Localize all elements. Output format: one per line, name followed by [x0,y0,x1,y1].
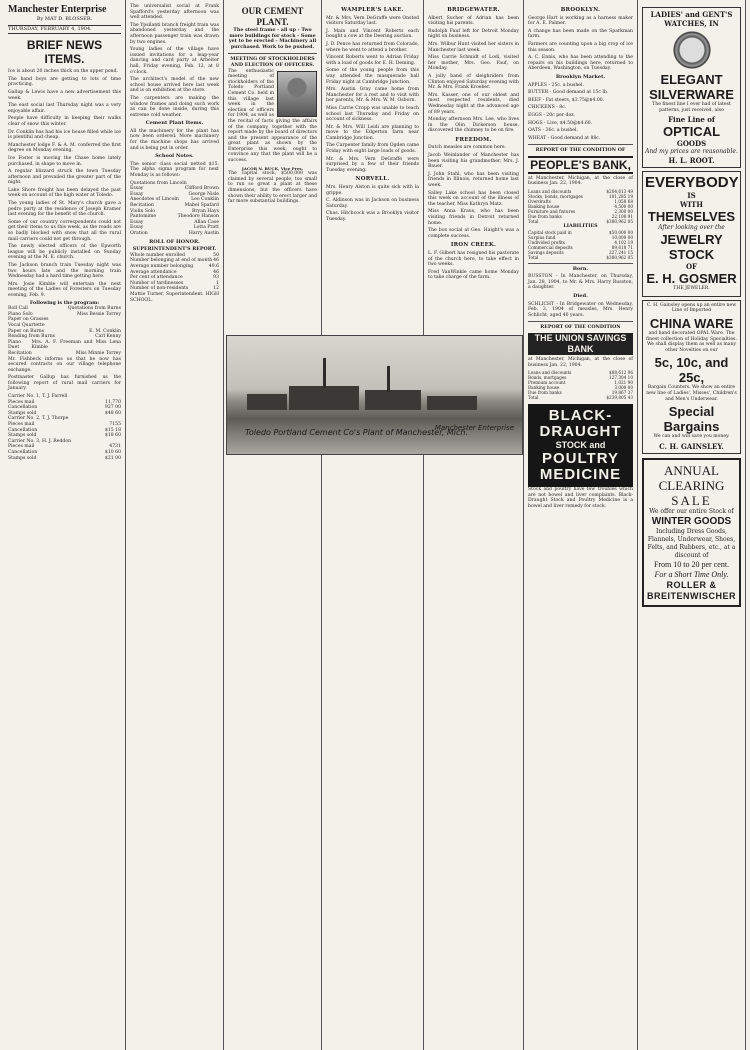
news-item: Postmaster Gallup has furnished us the following report of rural mail carriers for January. [8,375,121,392]
program-list [8,306,121,356]
fine-line-label: Fine Line of [668,115,715,125]
news-item: Lake Shore freight has been delayed the past week on account of the high water at Toledo. [8,187,121,199]
school-program-row-value: Mabel Spafard [184,203,219,208]
carrier-row-label: Cancellation [8,405,38,411]
program-row-value: Miss Minnie Torrey [75,350,121,356]
union-row-label: Premium account [528,380,566,386]
bank-row-value: 2,300 00 [614,209,633,215]
iron-creek-list [428,251,519,281]
school-program-row-label: Oration [130,230,148,236]
carrier-row-label: Carrier No. 3, H. J. Reddon [8,438,72,444]
union-row-value: 127,304 10 [609,375,633,381]
gosmer-name: E. H. GOSMER [646,271,737,287]
carrier-row-value: $10 60 [104,450,121,455]
clearing-line-5: Including Dress Goods, Flannels, Underwear, Shoes, Felts, and Rubbers, etc., at a discount of [647,527,736,559]
union-report-label: REPORT OF THE CONDITION [540,324,621,331]
union-row-value: 3,000 00 [614,385,633,391]
news-item: Ice is about 20 inches thick on the upper pond. [8,69,118,75]
iron-creek-heading: IRON CREEK. [450,242,497,249]
cement-items-text: All the machinery for the plant has now been ordered. More machinery for the machine shops has arrived and is being put in order. [130,128,219,151]
liability-row-value: $50,000 00 [609,229,633,235]
news-item: The band boys are getting to lots of time practicing. [8,76,121,88]
school-program-row-label: Anecdotes of Lincoln [130,197,179,203]
gainsley-text: and hand decorated OPAL Ware. The finest collection of Holiday Specialties. We shall display them as well as many other Novelties on our [646,330,737,353]
news-item: L. F. Gilbert has resigned his pastorate of the church here, to take effect in two weeks. [428,250,519,268]
carrier-row-label: Pieces mail [8,422,35,428]
clearing-line-7: For a Short Time Only. [654,569,729,579]
silverware-line: SILVERWARE [649,87,734,102]
carrier-row-label: Pieces mail [8,444,35,450]
program-row-label: Recitation [8,350,32,356]
liability-row-value: 10,000 00 [611,234,633,240]
norvell-list [326,185,419,223]
clearing-line-2: SALE [671,492,712,508]
liability-row [528,255,633,260]
news-item: The Ypsilanti branch freight train was abandoned yesterday and the afternoon passenger train was drawn by two engines. [130,22,219,45]
column-5 [424,0,524,1050]
union-row-value: $88,612 06 [609,370,633,376]
liability-row-label: Savings deposits [528,249,564,255]
news-item: Albert Sucher of Adrian has been visiting his parents. [428,15,519,27]
column-6 [524,0,638,1050]
news-item: Miss Carrie Cropp was unable to teach school last Thursday and Friday on account of sickness. [326,105,419,123]
school-notes-text: The senior class social netted $15. The alpha sigma program for next Monday is as follows: [130,161,219,179]
union-row-label: Loans and discounts [528,370,572,376]
masthead-title: Manchester Enterprise [8,4,107,15]
news-item: People have difficulty in keeping their walks clear of snow this winter. [8,116,121,127]
news-item: A jolly band of sleighriders from Clinton enjoyed Saturday evening with Mr. & Mrs. Frank Kroeber. [428,73,519,91]
wamplers-lake-list [326,16,419,174]
carrier-row-label: Cancellation [8,427,38,433]
news-item: The Carpenter family from Ogden came Friday with eight large loads of goods. [326,143,419,155]
honor-row-value: 46 [213,269,219,275]
portrait-photo [277,71,317,117]
news-item: Mrs. Austin Gray came home from Manchester for a rest and to visit with her parents, Mr. & Mrs. W. M. Osborn. [326,87,419,104]
wamplers-lake-heading: WAMPLER'S LAKE. [341,7,404,13]
masthead-day-date: THURSDAY, FEBRUARY 4, 1904. [8,25,92,32]
clearing-line-1: ANNUAL CLEARING [658,462,725,493]
the-jeweler-line: THE JEWELER. [673,286,710,292]
news-item: Rudolph Fauf left for Detroit Monday night on business. [428,28,519,40]
news-item: Miss Carrie Schmidt of Lodi, visited her mother, Mrs. Geo. Fauf, on Monday. [428,55,519,72]
school-program-row-label: Recitation [130,203,154,208]
school-program-row-value: Lotta Pratt [193,225,219,231]
stockholders-subhead: MEETING OF STOCKHOLDERS AND ELECTION OF OFFICERS. [230,56,315,68]
column-7 [638,0,746,1050]
carrier-row-value: $18 60 [104,433,121,439]
news-item: Monday afternoon Mrs. Lee, who lives in the Olin Dickerson house, discovered the chimney to be on fire. [428,117,519,134]
news-item: Some of the young people from this way attended the masquerade ball Friday night at Cambridge Junction. [326,68,419,85]
clearing-sale-ad [642,458,741,607]
freedom-heading: FREEDOM. [455,136,492,143]
china-ware-line: CHINA WARE [649,315,734,331]
news-item: Mr. & Mrs. Vern DeGraffe were Onsted visitors Saturday last. [326,15,419,27]
cement-plant-photo [226,335,523,455]
carrier-row-value: $15 18 [104,427,121,433]
honor-row-value: 12 [213,286,219,292]
bank-row-label: Loans and discounts [528,189,572,195]
market-item: WHEAT - Good demand at 88c. [528,135,601,141]
carrier-row [8,456,121,462]
honor-row-label: Number of non-residents [130,286,189,292]
news-item: Mr. & Mrs. Vern DeGraffe were surprised by a few of their friends Tuesday evening. [326,156,419,173]
honor-row-label: Whole number enrolled [130,252,185,258]
program-row-value: E. M. Conklin [89,328,121,334]
school-program-row-label: Essay [130,186,144,192]
school-program-row-label: Essay [130,191,144,197]
photo-caption: Toledo Portland Cement Co's Plant of Manchester, Mich. [245,428,468,437]
news-item: Mrs. Wilbur Hunt visited her sisters in Manchester last week. [428,41,519,53]
news-item: A. C. Ennis, who has been attending to the repairs on his buildings here, returned to Aberdeen, Washington, on Tuesday. [528,55,633,72]
carrier-row-label: Carrier No. 1, T. J. Farrell [8,394,68,400]
watch-icon [647,30,737,70]
program-row-label: Piano Solo [8,311,33,317]
school-program-row-value: Leo Conklin [191,197,219,203]
plant-building [289,386,359,410]
bank-row-value: $204,613 49 [606,189,633,195]
gainsley-text-2: Bargain Counters. We show an entire new line of Ladies', Misses', Children's and Men's Underwear. [646,385,737,402]
gainsley-intro: C. H. Gainsley opens up an entire new Line of Imported [646,302,737,314]
clearing-line-8: ROLLER & BREITENWISCHER [647,579,737,601]
news-item: Ice Foster is moving the Chase home lately purchased, in shape to move in. [8,155,121,167]
news-item: J. John Stahl, who has been visiting friends in Illinois, returned home last week. [428,171,519,189]
program-row-label: Paper on Burns [8,328,44,334]
column-1 [4,0,126,1050]
cement-plant-text: The enthusiastic meeting of stockholders of the Toledo Portland Cement Co. held in this village last week in the election of officers for 1904, as well as the recital of facts giving the affairs of the company, together with the report made by the board of directors and the present appearance of the great plant as shown by the Enterprise this week, ought to convince any that the plant will be a success. [228,68,317,164]
carrier-report [8,394,121,461]
divider [228,53,317,54]
market-item: BUTTER - Good demand at 15c lb. [528,90,609,96]
honor-row-label: Number of tardinesses [130,280,184,286]
school-program-row-label: Essay [130,219,144,225]
program-row-value: Mrs. A. F. Freeman and Miss Lena Kimble [31,339,121,351]
peoples-bank-resources [528,189,633,224]
news-item: Mr. Fishbeck informs us that he now has secured contracts on our village telephone exchange. [8,356,121,373]
watches-line-1: LADIES' and GENT'S [650,10,733,19]
special-bargains-line: Special Bargains [663,404,720,435]
news-item: Mr. & Mrs. Will Leidi are planning to move to the Edgerton farm near Cambridge Junction. [326,124,419,141]
union-row-value: $239,805 43 [606,395,633,401]
silverware-text: The finest line I ever had of latest patterns, just received, also [652,102,731,113]
roll-of-honor-heading: ROLL OF HONOR. [149,238,200,245]
program-row-value: Miss Bessie Torrey [77,311,121,317]
union-row-label: Bonds, mortgages [528,375,567,381]
bank-row-value: 4,500 00 [614,204,633,210]
carrier-row-label: Stamps sold [8,455,37,461]
news-item: Gallup & Lewis have a new advertisement this week. [8,89,121,101]
union-bank-name: THE UNION SAVINGS BANK [528,333,633,355]
social-item: The universalist social at Frank Spafford's yesterday afternoon was well attended. [130,4,219,21]
union-row-label: Banking house [528,385,560,391]
bank-row-label: Stocks, bonds, mortgages [528,194,583,200]
themselves-line: THEMSELVES [647,209,736,225]
liability-row-label: Commercial deposits [528,244,573,250]
bank-row-value: 1,058 68 [614,199,633,205]
plant-building [365,390,421,410]
is-line: IS [687,191,696,201]
black-draught-line-5: MEDICINE [539,466,622,484]
honor-row-value: 93 [213,275,219,281]
honor-row-value: 46 [213,258,219,264]
school-program-row [130,231,219,237]
union-bank-resources [528,370,633,400]
cement-plant-text-2: The capital stock, $500,000 was claimed by several people, too small to run so great a plant at these dimensions, but the officers have shown their ability to erect larger and far more substantial buildings. [228,171,318,205]
news-item: Chas. Hitchcock was a Brooklyn visitor Tuesday. [326,211,419,222]
news-item: Dr. Conklin has had his ice house filled while ice is plentiful and cheap. [8,129,121,141]
bargain-prices-line: 5c, 10c, and 25c, [654,355,729,386]
school-program-row-label: Pantomime [130,214,157,220]
news-item: Young ladies of the village have issued invitations for a leap-year dancing and card party at Arbeiter hall, Friday evening, Feb. 12, at 8 o'clock. [130,47,219,75]
carrier-row-value: $21 00 [104,455,121,461]
gainsley-text-3: We can and will save you money. [653,434,730,440]
divider [528,144,633,145]
program-row-label: Paper on Grasses [8,317,49,323]
gosmer-jeweler-ad [642,171,741,297]
black-draught-line-1: BLACK- [548,407,613,425]
news-item: J. D. Pence has returned from Colorado, where he went to attend a brother. [326,41,419,53]
plant-building [247,394,287,410]
bank-row-label: Furniture and fixtures [528,209,576,215]
local-news-list [130,23,219,119]
news-item: Jacob Weinlander of Manchester has been visiting his grandmother, Mrs. J. Bauer. [428,153,519,170]
divider [528,321,633,322]
norvell-heading: NORVELL. [355,176,390,183]
carrier-row-label: Stamps sold [8,433,37,439]
root-jeweler-ad [642,7,741,168]
peoples-bank-sub: at Manchester, Michigan, at the close of business Jan. 22, 1904. [528,175,633,187]
cement-items-heading: Cement Plant Items. [145,120,204,127]
honor-row-label: Average number belonging [130,263,194,269]
goods-line: GOODS [676,139,707,149]
program-row-value: Quotations from Burns [67,306,121,312]
news-item: The Jackson branch train Tuesday night was two hours late and the morning train Wednesday had a hard time getting here. [8,263,121,280]
school-program-row-value: Harry Austin [188,230,219,236]
peoples-bank-liabilities [528,230,633,260]
bridgewater-list [428,16,519,134]
news-item: Vincent Roberts went to Adrian Friday with a load of goods for E. H. Deming. [326,55,419,66]
column-2 [126,0,224,1050]
liabilities-heading: LIABILITIES [563,223,598,230]
jewelry-stock-line: JEWELRY STOCK [660,232,723,263]
news-item: Fred VanWinkle came home Monday to take charge of the farm. [428,269,519,281]
smokestack [323,358,326,388]
roll-of-honor-foot: Mattie Turner, Superintendent. HIGH SCHOOL. [130,291,219,303]
brooklyn-heading: BROOKLYN. [560,7,601,13]
liability-row-value: 4,102 19 [614,239,633,245]
roll-of-honor-subhead: SUPERINTENDENT'S REPORT. [132,246,217,253]
carrier-row-label: Carrier No. 2, T. J. Thorpe [8,416,69,422]
program-row-label: Roll Call [8,306,28,312]
school-program-row-value: Clifford Brown [184,186,219,192]
black-draught-line-2: DRAUGHT [539,423,622,441]
news-item: Manchester lodge F. & A. M. conferred the first degree on Monday evening. [8,142,121,154]
program-row-label: Piano Duet [8,339,22,351]
news-item: George Hart is working as a harness maker for A. E. Palmer. [528,15,633,27]
news-item: C. Aldinson was in Jackson on business Saturday. [326,198,419,209]
market-item: BEEF - Fat steers, $3.75@$4.00. [528,97,605,103]
program-heading: Following is the program: [29,299,100,306]
plant-building [427,396,477,410]
carrier-row-value: 7155 [109,422,121,428]
masthead-date [8,25,121,35]
honor-row-label: Per cent of attendance [130,275,183,281]
school-program-row-label: Quotations from Lincoln [130,180,187,186]
bank-report-label: REPORT OF THE CONDITION OF [535,147,626,154]
divider [528,263,633,264]
program-row-label: Vocal Quartette [8,322,45,328]
market-heading: Brooklyn Market. [555,73,606,80]
liability-row-label: Total [528,254,539,260]
portrait-caption: JACOB N. BUCK, Vice Pres. [241,165,304,171]
news-item: Mrs. Henry Alston is quite sick with la grippe. [326,185,419,196]
news-item: A regular blizzard struck the town Tuesday afternoon and prevailed the greater part of the night. [8,169,121,186]
of-line: OF [685,262,698,272]
union-row [528,395,633,400]
carrier-row-label: Pieces mail [8,399,35,405]
news-item: The architect's model of the new school house arrived here last week and is on exhibition at the store. [130,77,219,94]
union-row-value: 19,867 37 [611,390,633,396]
died-text: SCHLICHT - In Bridgewater on Wednesday, Feb. 3, 1904 of measles, Mrs. Henry Schlicht, aged 40 years. [528,301,633,318]
bank-row-value: $380,962 05 [606,219,633,225]
carrier-row-label: Stamps sold [8,410,37,416]
liability-row-value: 89,618 71 [611,244,633,250]
bank-row-label: Due from banks [528,214,562,220]
column-3 [224,0,322,1050]
photo-credit: Manchester Enterprise [434,424,514,432]
gainsley-name: C. H. GAINSLEY. [659,441,724,451]
carrier-row-label: Cancellation [8,450,38,455]
brief-news-heading: BRIEF NEWS ITEMS. [26,38,103,67]
cement-plant-deck: The steel frame - all up - Two more buildings for stock - Some yet to be erected - Machinery all purchased. Work to be pushed. [228,27,317,50]
after-looking-line: After looking over the [658,224,725,232]
black-draught-line-4: POULTRY [542,450,619,468]
news-item: The east social last Thursday night was a very enjoyable affair. [8,103,121,114]
school-program-row-value: Bryan Hays [191,208,219,214]
news-item: Farmers are counting upon a big crop of ice this season. [528,41,633,53]
everybody-line: EVERYBODY [645,174,739,192]
brief-news-list [8,69,121,298]
liability-row-value: $380,962 05 [606,254,633,260]
union-row-value: 1,021 90 [614,380,633,386]
school-program [130,181,219,237]
news-item: The box social at Geo. Haight's was a complete success. [428,228,519,239]
news-item: Mrs. Josie Kimble will entertain the next meeting of the Ladies of Foresters on Tuesday evening, Feb. 9. [8,281,121,298]
clearing-line-6: From 10 to 20 per cent. [653,559,730,569]
program-row-value: Carl Kenny [95,334,121,340]
carrier-row-value: 4731 [109,444,121,450]
born-heading: Born. [572,265,589,272]
cement-plant-headline: OUR CEMENT PLANT. [241,6,304,27]
bank-row-value: 101,285 19 [609,194,633,200]
honor-row-value: 50 [213,252,219,258]
elegant-line: ELEGANT [660,72,723,87]
born-text: RUSSTON - In Manchester, on Thursday, Jan. 28, 1904, to Mr. & Mrs. Harry Russton, a daughter. [528,274,633,291]
roll-of-honor-table [130,253,219,292]
news-item: Some of our country correspondents could not get their items to us this week, as the roads are so badly blocked with snow that all the rural mail carriers could not get through. [8,219,121,242]
liability-row-label: Capital stock paid in [528,229,572,235]
news-item: Dutch measles are common here. [428,145,507,151]
liability-row-label: Undivided profits [528,239,565,245]
liability-row-value: 227,241 15 [609,249,633,255]
black-draught-ad [528,404,633,487]
bank-row-label: Total [528,219,539,225]
market-item: APPLES - 25c. a bushel. [528,82,584,88]
honor-row-label: Number belonging at end of month [130,258,213,264]
market-item: EGGS - 20c per doz. [528,112,576,118]
school-program-row-value: Theodore Hanson [177,214,219,220]
brief-news-list-2 [8,357,121,393]
bank-row-value: 22,108 91 [611,214,633,220]
root-name: H. L. ROOT. [668,156,715,166]
program-row [8,340,121,351]
union-row-label: Total [528,395,539,401]
market-item: OATS - 36c. a bushel. [528,128,578,134]
black-draught-line-3: STOCK and [555,440,606,451]
with-line: WITH [680,200,703,210]
market-list [528,83,633,142]
market-item: CHICKENS - 8c. [528,105,567,111]
freedom-list [428,145,519,239]
union-bank-sub: at Manchester, Michigan, at the close of business Jan. 22, 1904. [528,357,633,368]
brooklyn-list [528,16,633,72]
died-heading: Died. [573,293,588,300]
program-row-label: Reading from Burns [8,334,56,340]
union-row-label: Due from banks [528,390,562,396]
watches-line-2: WATCHES, IN [664,19,719,28]
black-draught-text: Stock and poultry have few troubles which are not bowel and liver complaints. Black-Draught Stock and Poultry Medicine is a bowel and liver remedy for stock. [528,487,633,509]
school-program-row-value: Allan Case [194,219,219,225]
masthead-byline: By MAT D. BLOSSER. [36,16,93,22]
gainsley-ad [642,300,741,454]
school-program-row-value: George Nisle [188,191,219,197]
honor-row-value: 1 [216,280,219,286]
school-notes-heading: School Notes. [155,153,194,160]
carrier-row-value: $48 60 [104,410,121,416]
news-item: The carpenters are making the window frames and doing such work as can be done inside, during this extreme cold weather. [130,95,219,118]
school-program-row-label: Essay [130,225,144,231]
honor-row-value: 49.6 [208,263,219,269]
peoples-bank-name: PEOPLE'S BANK, [528,156,633,174]
school-program-row-label: Violin Solo [130,208,155,214]
clearing-line-4: WINTER GOODS [651,515,732,527]
market-item: HOGS - Live, $4.50@$4.60. [528,120,593,126]
news-item: Miss Anna Kraus, who has been visiting friends in Detroit returned home. [428,209,519,226]
clearing-line-3: We offer our entire Stock of [649,507,734,515]
prices-line: And my prices are reasonable. [645,148,738,156]
smokestack [387,366,390,392]
optical-line: OPTICAL [662,124,721,140]
column-4 [322,0,424,1050]
carrier-row-value: 927 00 [104,405,121,411]
news-item: The newly elected officers of the Epworth league will be publicly installed on Sunday evening at the M. E. church. [8,244,121,261]
bridgewater-heading: BRIDGEWATER. [447,7,500,13]
news-item: A change has been made on the Sparkman farm. [528,28,633,40]
news-item: Salley Lake school has been closed this week on account of the illness of the teacher, Miss Kathryn Matz. [428,190,519,207]
news-item: Mrs. Kasser, one of our oldest and most respected residents, died Wednesday night at the advanced age of 89 years. [428,92,519,115]
bank-row-label: Overdrafts [528,199,551,205]
news-item: The young ladies of St. Mary's church gave a pedro party at the residence of Joseph Kramer last evening for the benefit of the church. [8,201,121,218]
honor-row-label: Average attendance [130,269,177,275]
carrier-row-value: 11,770 [104,399,121,405]
bank-row-label: Banking house [528,204,560,210]
news-item: J. Main and Vincent Roberts each bought a cow at the Deering auction. [326,28,419,40]
liability-row-label: Surplus fund [528,234,556,240]
